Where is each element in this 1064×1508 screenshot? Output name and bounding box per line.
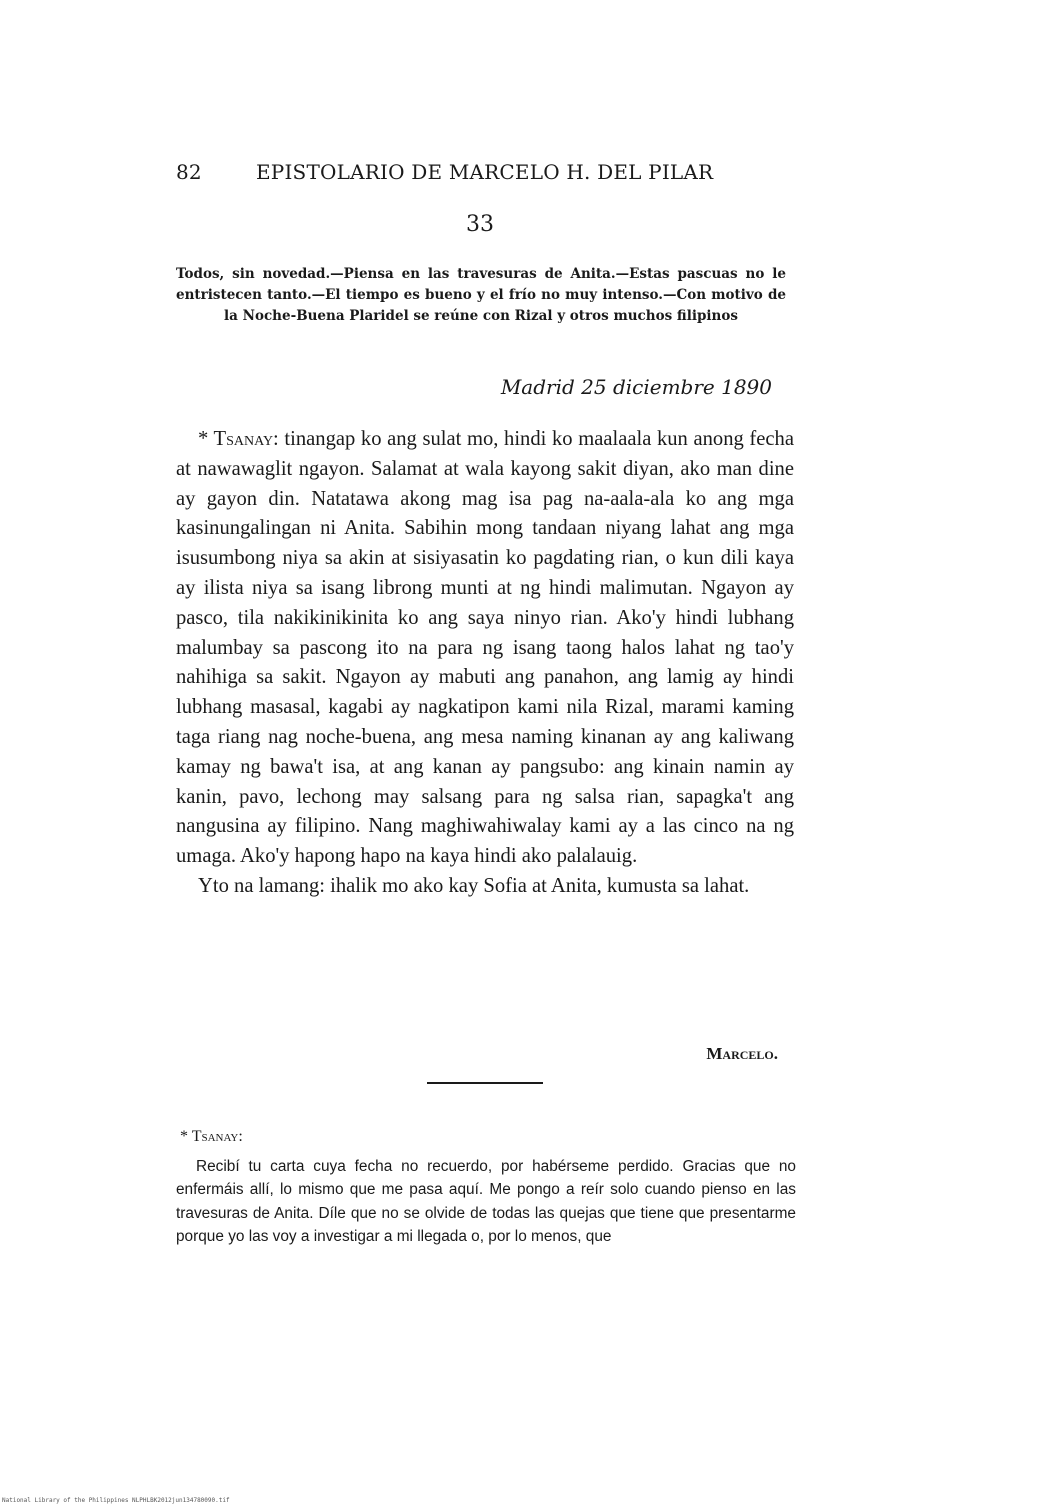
footnote-text: Recibí tu carta cuya fecha no recuerdo, por habérseme perdido. Gracias que no enfermáis allí, lo mismo que me pasa aquí. Me pongo a reír solo cuando pienso en las travesuras de Anita. Díle que no se olvide de todas las quejas que tiene que presentarme porque yo las voy a investigar a mi llegada o, por lo menos, que <box>176 1158 796 1246</box>
place-date: Madrid 25 diciembre 1890 <box>500 375 772 399</box>
body-paragraph <box>176 425 794 872</box>
signature: Marcelo. <box>706 1044 778 1063</box>
running-header <box>176 160 776 184</box>
letter-number: 33 <box>466 212 494 237</box>
salutation: * Tsanay: <box>198 428 279 450</box>
footnote-label: * Tsanay: <box>180 1128 243 1145</box>
letter-body <box>176 425 794 902</box>
body-paragraph: Yto na lamang: ihalik mo ako kay Sofia at Anita, kumusta sa lahat. <box>198 874 750 897</box>
scan-credit: National Library of the Philippines NLPHLBK2012jun134780090.tif <box>2 1497 230 1504</box>
footnote-divider <box>427 1082 543 1084</box>
running-title: EPISTOLARIO DE MARCELO H. DEL PILAR <box>256 160 714 184</box>
page-number: 82 <box>176 160 202 184</box>
paragraph-text: tinangap ko ang sulat mo, hindi ko maalaala kun anong fecha at nawawaglit ngayon. Salamat at wala kayong sakit diyan, ako man dine ay gayon din. Natatawa akong mag isa pag na-aala-ala ko ang mga kasinungalingan ni Anita. Sabihin mong tandaan niyang lahat ang mga isusumbong niya sa akin at sisiyasatin ko pagdating rian, o kun dili kaya ay ilista niya sa isang librong munti at ng hindi malimutan. Ngayon ay pasco, tila nakikinikinita ko ang saya ninyo rian. Ako'y hindi lubhang malumbay sa pascong ito na para ng isang taong halos lahat ng tao'y nahihiga sa sakit. Ngayon ay mabuti ang panahon, ang lamig ay hindi lubhang masasal, kagabi ay nagkatipon kami nila Rizal, marami kaming taga riang nag noche-buena, ang mesa naming kinanan ay ang kaliwang kamay ng bawa't isa, at ang kanan ay pangsubo: ang kinain namin ay kanin, pavo, lechong may salsang para ng salsa rian, sapagka't ang nangusina ay filipino. Nang maghiwahiwalay kami ay a las cinco na ng umaga. Ako'y hapong hapo na kaya hindi ako palalauig. <box>176 428 794 868</box>
letter-summary: Todos, sin novedad.—Piensa en las travesuras de Anita.—Estas pascuas no le entristecen tanto.—El tiempo es bueno y el frío no muy intenso.—Con motivo de la Noche-Buena Plaridel se reúne con Rizal y otros muchos filipinos <box>176 266 786 324</box>
